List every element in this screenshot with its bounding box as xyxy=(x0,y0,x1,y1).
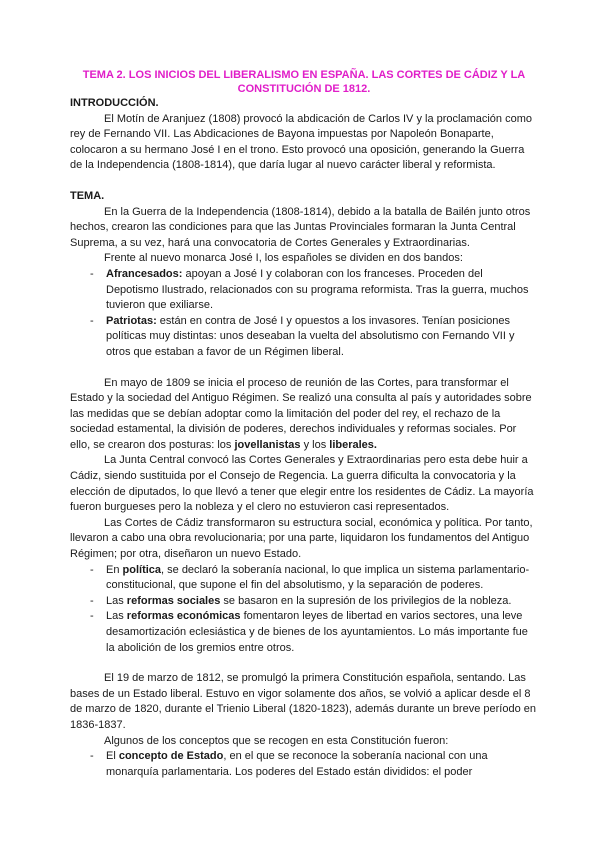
list-item: - El concepto de Estado, en el que se reconoce la soberanía nacional con una monarquía parlamentaria. Los poderes del Estado están divididos: el poder xyxy=(90,750,488,778)
intro-heading: INTRODUCCIÓN. xyxy=(70,97,159,109)
bandos-list xyxy=(70,267,538,361)
constitucion-paragraph-1: El 19 de marzo de 1812, se promulgó la primera Constitución española, sentando. Las bases de un Estado liberal. Estuvo en vigor solamente dos años, se volvió a aplicar desde el 8 de marzo de 1820, durante el Trienio Liberal (1820-1823), además durante un breve período en 1836-1837. xyxy=(70,672,536,731)
list-item: - Patriotas: están en contra de José I y opuestos a los invasores. Tenían posiciones políticas muy distintas: unos deseaban la vuelta del absolutismo con Fernando VII y otros que estaban a favor de un Régimen liberal. xyxy=(90,314,515,358)
reformas-list xyxy=(70,563,538,657)
tema-paragraph-1: En la Guerra de la Independencia (1808-1814), debido a la batalla de Bailén junto otros hechos, crearon las condiciones para que las Juntas Provinciales formaran la Junta Central Suprema, a su vez, hará una convocatoria de Cortes Generales y Extraordinarias. xyxy=(70,205,531,249)
tema-heading: TEMA. xyxy=(70,189,105,202)
list-item: - Las reformas sociales se basaron en la supresión de los privilegios de la nobleza. xyxy=(90,594,512,607)
cortes-paragraph-2: La Junta Central convocó las Cortes Generales y Extraordinarias pero esta debe huir a Cádiz, siendo sustituida por el Consejo de Regencia. La guerra dificulta la convocatoria y la elección de diputados, lo que llevó a tener que elegir entre los residentes de Cádiz. La mayoría fueron burgueses pero la nobleza y el clero no estuvieron casi representados. xyxy=(70,454,534,514)
conceptos-list xyxy=(70,749,538,780)
list-item: - Las reformas económicas fomentaron leyes de libertad en varios sectores, una leve desamortización eclesiástica y de bienes de los ayuntamientos. Lo más importante fue la abolición de los gremios entre otros. xyxy=(90,610,528,654)
constitucion-paragraph-2: Algunos de los conceptos que se recogen en esta Constitución fueron: xyxy=(104,734,449,747)
cortes-paragraph-1: En mayo de 1809 se inicia el proceso de reunión de las Cortes, para transformar el Estado y la sociedad del Antiguo Régimen. Se realizó una consulta al país y autoridades sobre las medidas que se debían adoptar como la limitación del poder del rey, el rechazo de la sociedad estamental, la división de poderes, derechos individuales y reformas sociales. Por ello, se crearon dos posturas: los jovellanistas y los liberales. xyxy=(70,376,532,451)
list-item: - Afrancesados: apoyan a José I y colaboran con los franceses. Proceden del Depotismo Ilustrado, relacionados con su programa reformista. Tras la guerra, muchos tuvieron que exiliarse. xyxy=(90,267,529,312)
document-title: TEMA 2. LOS INICIOS DEL LIBERALISMO EN ESPAÑA. LAS CORTES DE CÁDIZ Y LA CONSTITUCIÓN DE 1812. xyxy=(82,69,526,95)
list-item: - En política, se declaró la soberanía nacional, lo que implica un sistema parlamentario-constitucional, que supone el fin del absolutismo, y la separación de poderes. xyxy=(90,563,530,592)
tema-paragraph-2: Frente al nuevo monarca José I, los españoles se dividen en dos bandos: xyxy=(104,252,463,265)
cortes-paragraph-3: Las Cortes de Cádiz transformaron su estructura social, económica y política. Por tanto, llevaron a cabo una obra revolucionaria; por una parte, liquidaron los fundamentos del Antiguo Régimen; por otra, diseñaron un nuevo Estado. xyxy=(70,516,533,561)
intro-paragraph: El Motín de Aranjuez (1808) provocó la abdicación de Carlos IV y la proclamación como rey de Fernando VII. Las Abdicaciones de Bayona impuestas por Napoleón Bonaparte, colocaron a su hermano José I en el trono. Esto provocó una oposición, generando la Guerra de la Independencia (1808-1814), que daría lugar al nuevo carácter liberal y reformista. xyxy=(70,112,533,172)
